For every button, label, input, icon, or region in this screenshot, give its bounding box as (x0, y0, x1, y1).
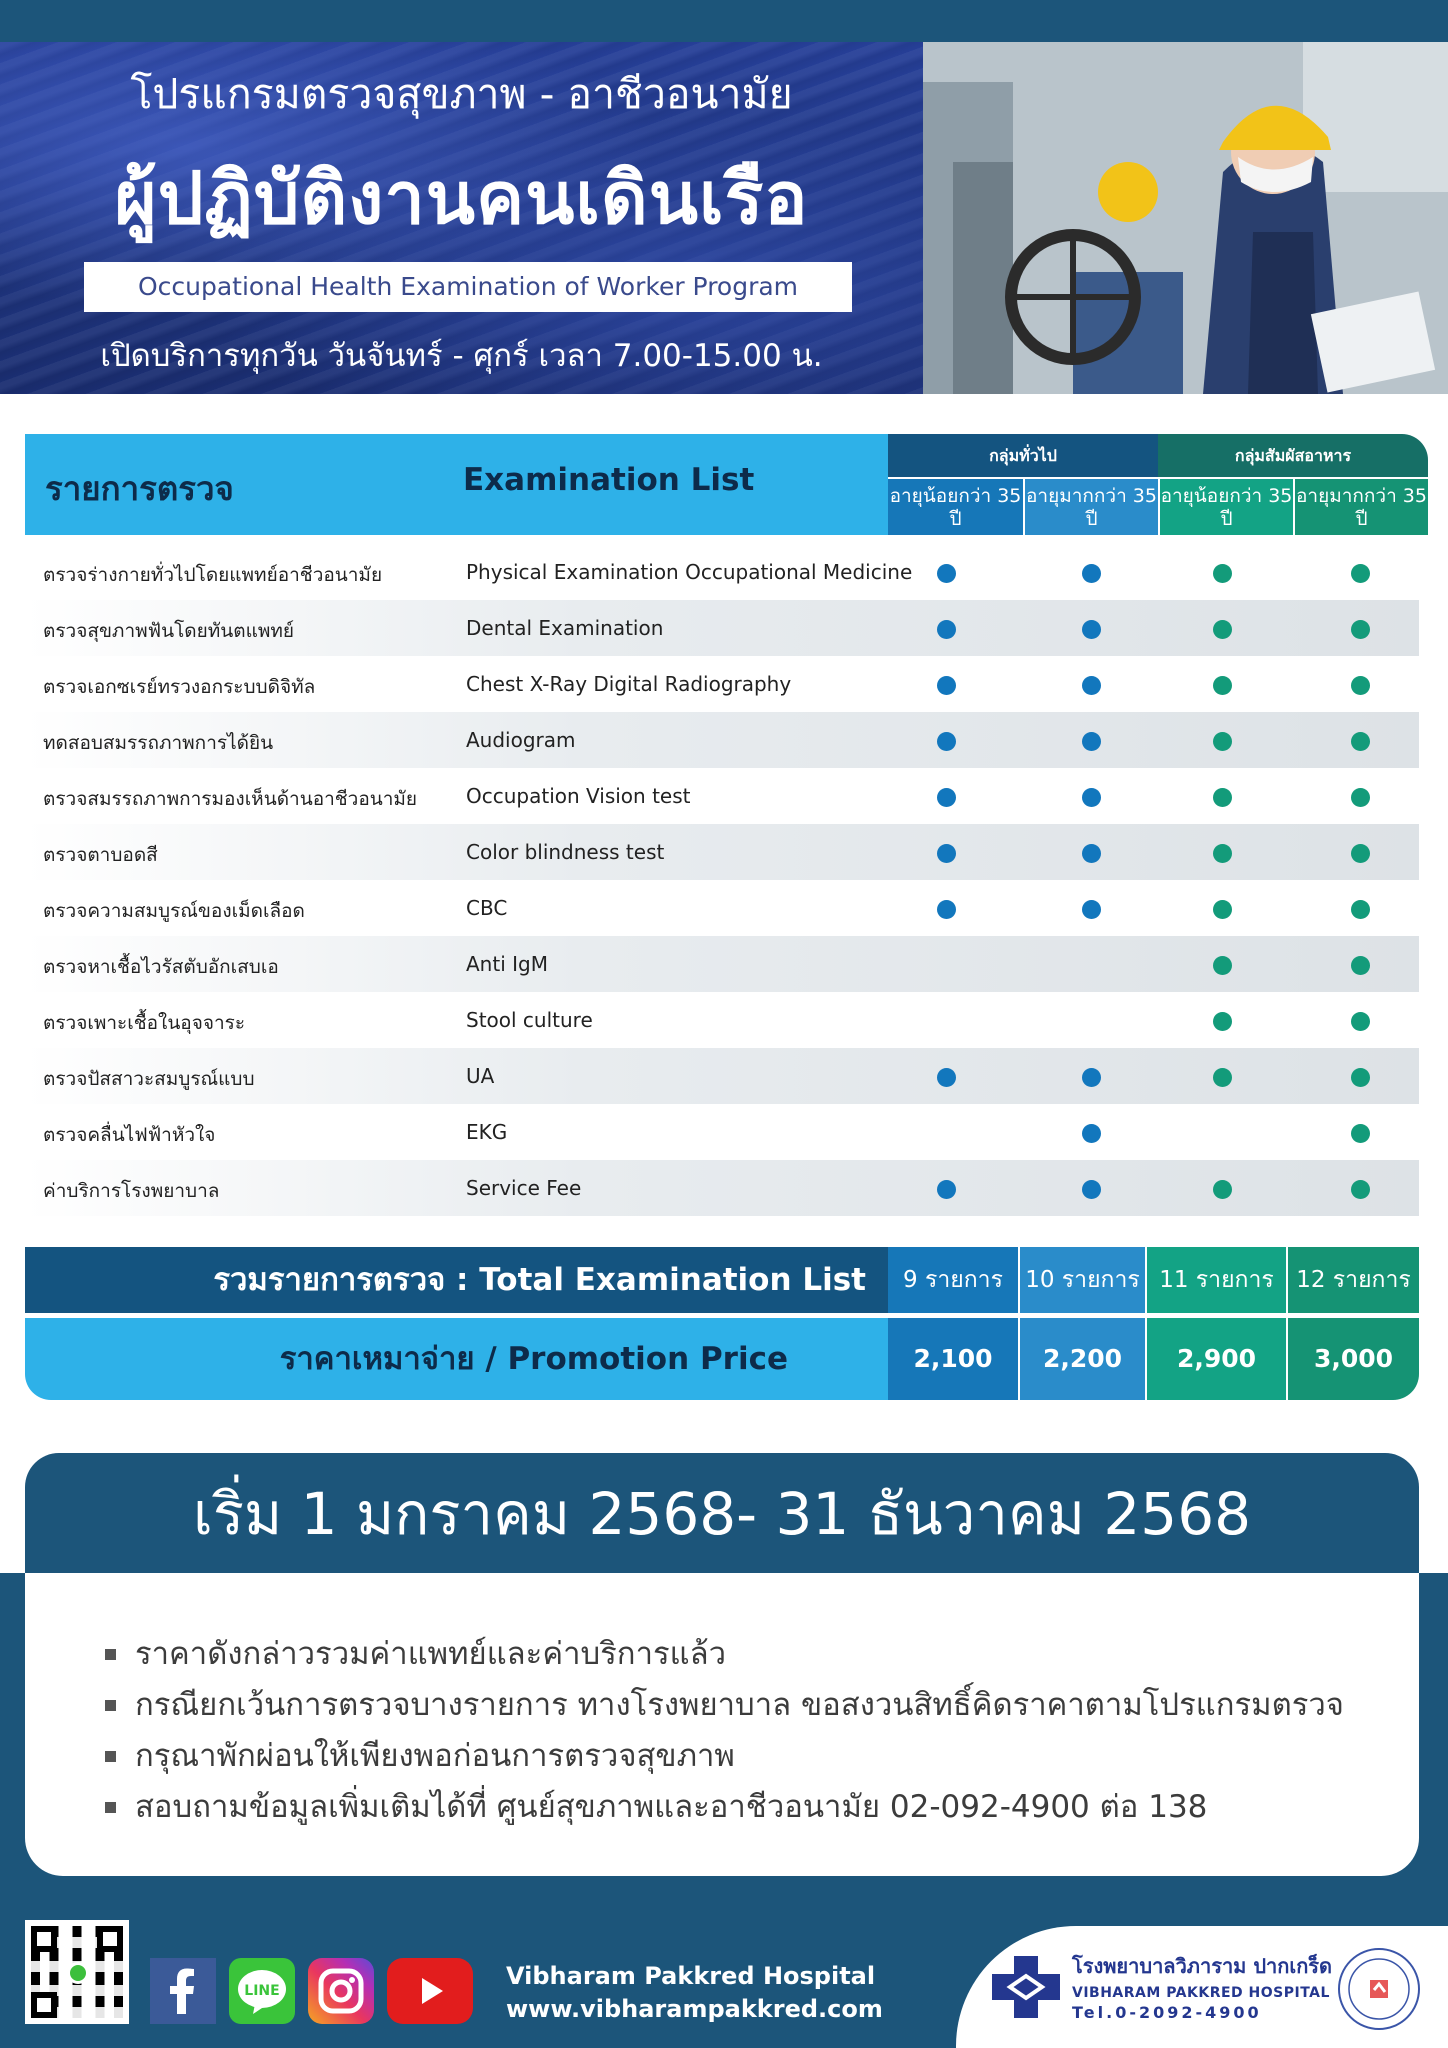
qr-finder (97, 1926, 123, 1952)
worker-illustration (923, 42, 1448, 394)
note-item: กรุณาพักผ่อนให้เพียงพอก่อนการตรวจสุขภาพ (105, 1731, 1344, 1782)
table-row (25, 712, 1419, 768)
top-strip (0, 0, 1448, 42)
included-dot (1082, 732, 1101, 751)
included-dot (1213, 732, 1232, 751)
note-item: สอบถามข้อมูลเพิ่มเติมได้ที่ ศูนย์สุขภาพและอาชีวอนามัย 02-092-4900 ต่อ 138 (105, 1782, 1344, 1833)
included-dot (1082, 676, 1101, 695)
included-dot (1213, 900, 1232, 919)
program-title: ผู้ปฏิบัติงานคนเดินเรือ (114, 156, 809, 240)
row-english-label: Anti IgM (466, 952, 548, 976)
row-thai-label: ตรวจสมรรถภาพการมองเห็นด้านอาชีวอนามัย (43, 788, 418, 810)
included-dot (1351, 620, 1370, 639)
total-general-over35: 10 รายการ (1018, 1247, 1145, 1313)
table-row (25, 880, 1419, 936)
included-dot (1213, 956, 1232, 975)
row-english-label: Color blindness test (466, 840, 665, 864)
table-row (25, 544, 1419, 600)
total-general-under35: 9 รายการ (888, 1247, 1018, 1313)
table-row (25, 936, 1419, 992)
qr-code (25, 1920, 129, 2024)
row-thai-label: ตรวจหาเชื้อไวรัสตับอักเสบเอ (43, 956, 279, 978)
note-item: ราคาดังกล่าวรวมค่าแพทย์และค่าบริการแล้ว (105, 1629, 1344, 1680)
included-dot (1213, 676, 1232, 695)
table-row (25, 1160, 1419, 1216)
included-dot (1213, 788, 1232, 807)
hospital-logo-thai: โรงพยาบาลวิภาราม ปากเกร็ด (1072, 1954, 1333, 1978)
price-food-over35: 3,000 (1286, 1318, 1419, 1400)
table-header-label-area (25, 434, 888, 535)
subcol-food-under35: อายุน้อยกว่า 35 ปี (1158, 477, 1293, 535)
table-row (25, 656, 1419, 712)
included-dot (937, 1068, 956, 1087)
row-english-label: CBC (466, 896, 508, 920)
included-dot (1082, 1180, 1101, 1199)
col-header-english: Examination List (463, 462, 755, 498)
included-dot (937, 1180, 956, 1199)
group-food-header: กลุ่มสัมผัสอาหาร (1158, 434, 1428, 477)
included-dot (1213, 620, 1232, 639)
qr-finder (31, 1926, 57, 1952)
total-exam-bar (25, 1247, 1419, 1313)
subcol-general-under35: อายุน้อยกว่า 35 ปี (888, 477, 1023, 535)
row-thai-label: ตรวจคลื่นไฟฟ้าหัวใจ (43, 1124, 216, 1146)
worker-photo (923, 42, 1448, 394)
included-dot (1351, 900, 1370, 919)
promotion-period: เริ่ม 1 มกราคม 2568- 31 ธันวาคม 2568 (25, 1453, 1419, 1576)
line-glyph (229, 1958, 295, 2024)
included-dot (1213, 844, 1232, 863)
included-dot (1082, 1068, 1101, 1087)
included-dot (937, 900, 956, 919)
header-banner (0, 42, 1448, 394)
line-icon[interactable] (229, 1958, 295, 2024)
included-dot (1351, 732, 1370, 751)
group-general-header: กลุ่มทั่วไป (888, 434, 1158, 477)
instagram-glyph (308, 1958, 374, 2024)
row-english-label: EKG (466, 1120, 508, 1144)
included-dot (1351, 956, 1370, 975)
table-row (25, 600, 1419, 656)
included-dot (937, 676, 956, 695)
row-english-label: Physical Examination Occupational Medicine (466, 560, 913, 584)
included-dot (1213, 1180, 1232, 1199)
row-thai-label: ตรวจสุขภาพฟันโดยทันตแพทย์ (43, 620, 295, 642)
included-dot (1351, 1180, 1370, 1199)
exam-table-body (25, 544, 1419, 1216)
included-dot (937, 788, 956, 807)
total-food-under35: 11 รายการ (1145, 1247, 1286, 1313)
row-thai-label: ค่าบริการโรงพยาบาล (43, 1180, 220, 1202)
included-dot (1082, 788, 1101, 807)
youtube-icon[interactable] (387, 1958, 473, 2024)
row-english-label: Occupation Vision test (466, 784, 691, 808)
table-row (25, 1048, 1419, 1104)
facebook-glyph (150, 1958, 216, 2024)
row-thai-label: ตรวจปัสสาวะสมบูรณ์แบบ (43, 1068, 255, 1090)
english-title-box: Occupational Health Examination of Worker Program (84, 262, 852, 312)
included-dot (1213, 1012, 1232, 1031)
table-row (25, 824, 1419, 880)
row-english-label: UA (466, 1064, 495, 1088)
cross-logo-glyph (992, 1956, 1060, 2018)
included-dot (1351, 1068, 1370, 1087)
table-row (25, 768, 1419, 824)
svg-text:LINE: LINE (244, 1983, 280, 1999)
included-dot (1082, 844, 1101, 863)
row-english-label: Service Fee (466, 1176, 582, 1200)
total-exam-label: รวมรายการตรวจ : Total Examination List (25, 1247, 888, 1313)
included-dot (1082, 620, 1101, 639)
hospital-website-link[interactable]: www.vibharampakkred.com (506, 1995, 883, 2023)
hospital-cross-logo-icon (992, 1956, 1060, 2018)
included-dot (1213, 564, 1232, 583)
row-thai-label: ตรวจตาบอดสี (43, 844, 158, 866)
notes-panel (25, 1573, 1419, 1876)
price-general-over35: 2,200 (1018, 1318, 1145, 1400)
total-food-over35: 12 รายการ (1286, 1247, 1419, 1313)
row-english-label: Dental Examination (466, 616, 664, 640)
row-thai-label: ตรวจเพาะเชื้อในอุจจาระ (43, 1012, 246, 1034)
included-dot (1213, 1068, 1232, 1087)
subcol-general-over35: อายุมากกว่า 35 ปี (1023, 477, 1158, 535)
price-food-under35: 2,900 (1145, 1318, 1286, 1400)
col-header-thai: รายการตรวจ (45, 469, 234, 508)
included-dot (937, 732, 956, 751)
subcol-food-over35: อายุมากกว่า 35 ปี (1293, 477, 1428, 535)
facebook-icon[interactable] (150, 1958, 216, 2024)
hospital-phone: Tel.0-2092-4900 (1072, 2003, 1262, 2022)
included-dot (1351, 788, 1370, 807)
row-english-label: Stool culture (466, 1008, 593, 1032)
row-thai-label: ตรวจร่างกายทั่วไปโดยแพทย์อาชีวอนามัย (43, 564, 383, 586)
qr-finder (31, 1992, 57, 2018)
table-row (25, 1104, 1419, 1160)
row-thai-label: ทดสอบสมรรถภาพการได้ยิน (43, 732, 274, 754)
notes-list (105, 1629, 1344, 1833)
promotion-price-bar (25, 1318, 1419, 1400)
promotion-price-label: ราคาเหมาจ่าย / Promotion Price (25, 1318, 888, 1400)
price-general-under35: 2,100 (888, 1318, 1018, 1400)
row-thai-label: ตรวจเอกซเรย์ทรวงอกระบบดิจิทัล (43, 676, 316, 698)
row-english-label: Chest X-Ray Digital Radiography (466, 672, 792, 696)
header-wave-background (0, 42, 923, 394)
included-dot (1351, 844, 1370, 863)
included-dot (1082, 564, 1101, 583)
included-dot (1351, 564, 1370, 583)
accreditation-seal-icon (1338, 1948, 1420, 2030)
program-subtitle: โปรแกรมตรวจสุขภาพ - อาชีวอนามัย (130, 70, 793, 118)
included-dot (1082, 1124, 1101, 1143)
line-qr-badge (67, 1962, 89, 1984)
hospital-logo-english: VIBHARAM PAKKRED HOSPITAL (1072, 1985, 1330, 2001)
hospital-name-english: Vibharam Pakkred Hospital (506, 1962, 876, 1990)
included-dot (937, 620, 956, 639)
included-dot (1351, 676, 1370, 695)
seal-glyph (1340, 1950, 1418, 2028)
included-dot (1351, 1124, 1370, 1143)
row-thai-label: ตรวจความสมบูรณ์ของเม็ดเลือด (43, 900, 305, 922)
note-item: กรณียกเว้นการตรวจบางรายการ ทางโรงพยาบาล ขอสงวนสิทธิ์คิดราคาตามโปรแกรมตรวจ (105, 1680, 1344, 1731)
qr-pattern (31, 1926, 123, 2018)
service-hours: เปิดบริการทุกวัน วันจันทร์ - ศุกร์ เวลา 7.00-15.00 น. (100, 338, 823, 374)
included-dot (937, 844, 956, 863)
included-dot (937, 564, 956, 583)
row-english-label: Audiogram (466, 728, 576, 752)
table-row (25, 992, 1419, 1048)
youtube-glyph (387, 1958, 473, 2024)
instagram-icon[interactable] (308, 1958, 374, 2024)
included-dot (1082, 900, 1101, 919)
included-dot (1351, 1012, 1370, 1031)
